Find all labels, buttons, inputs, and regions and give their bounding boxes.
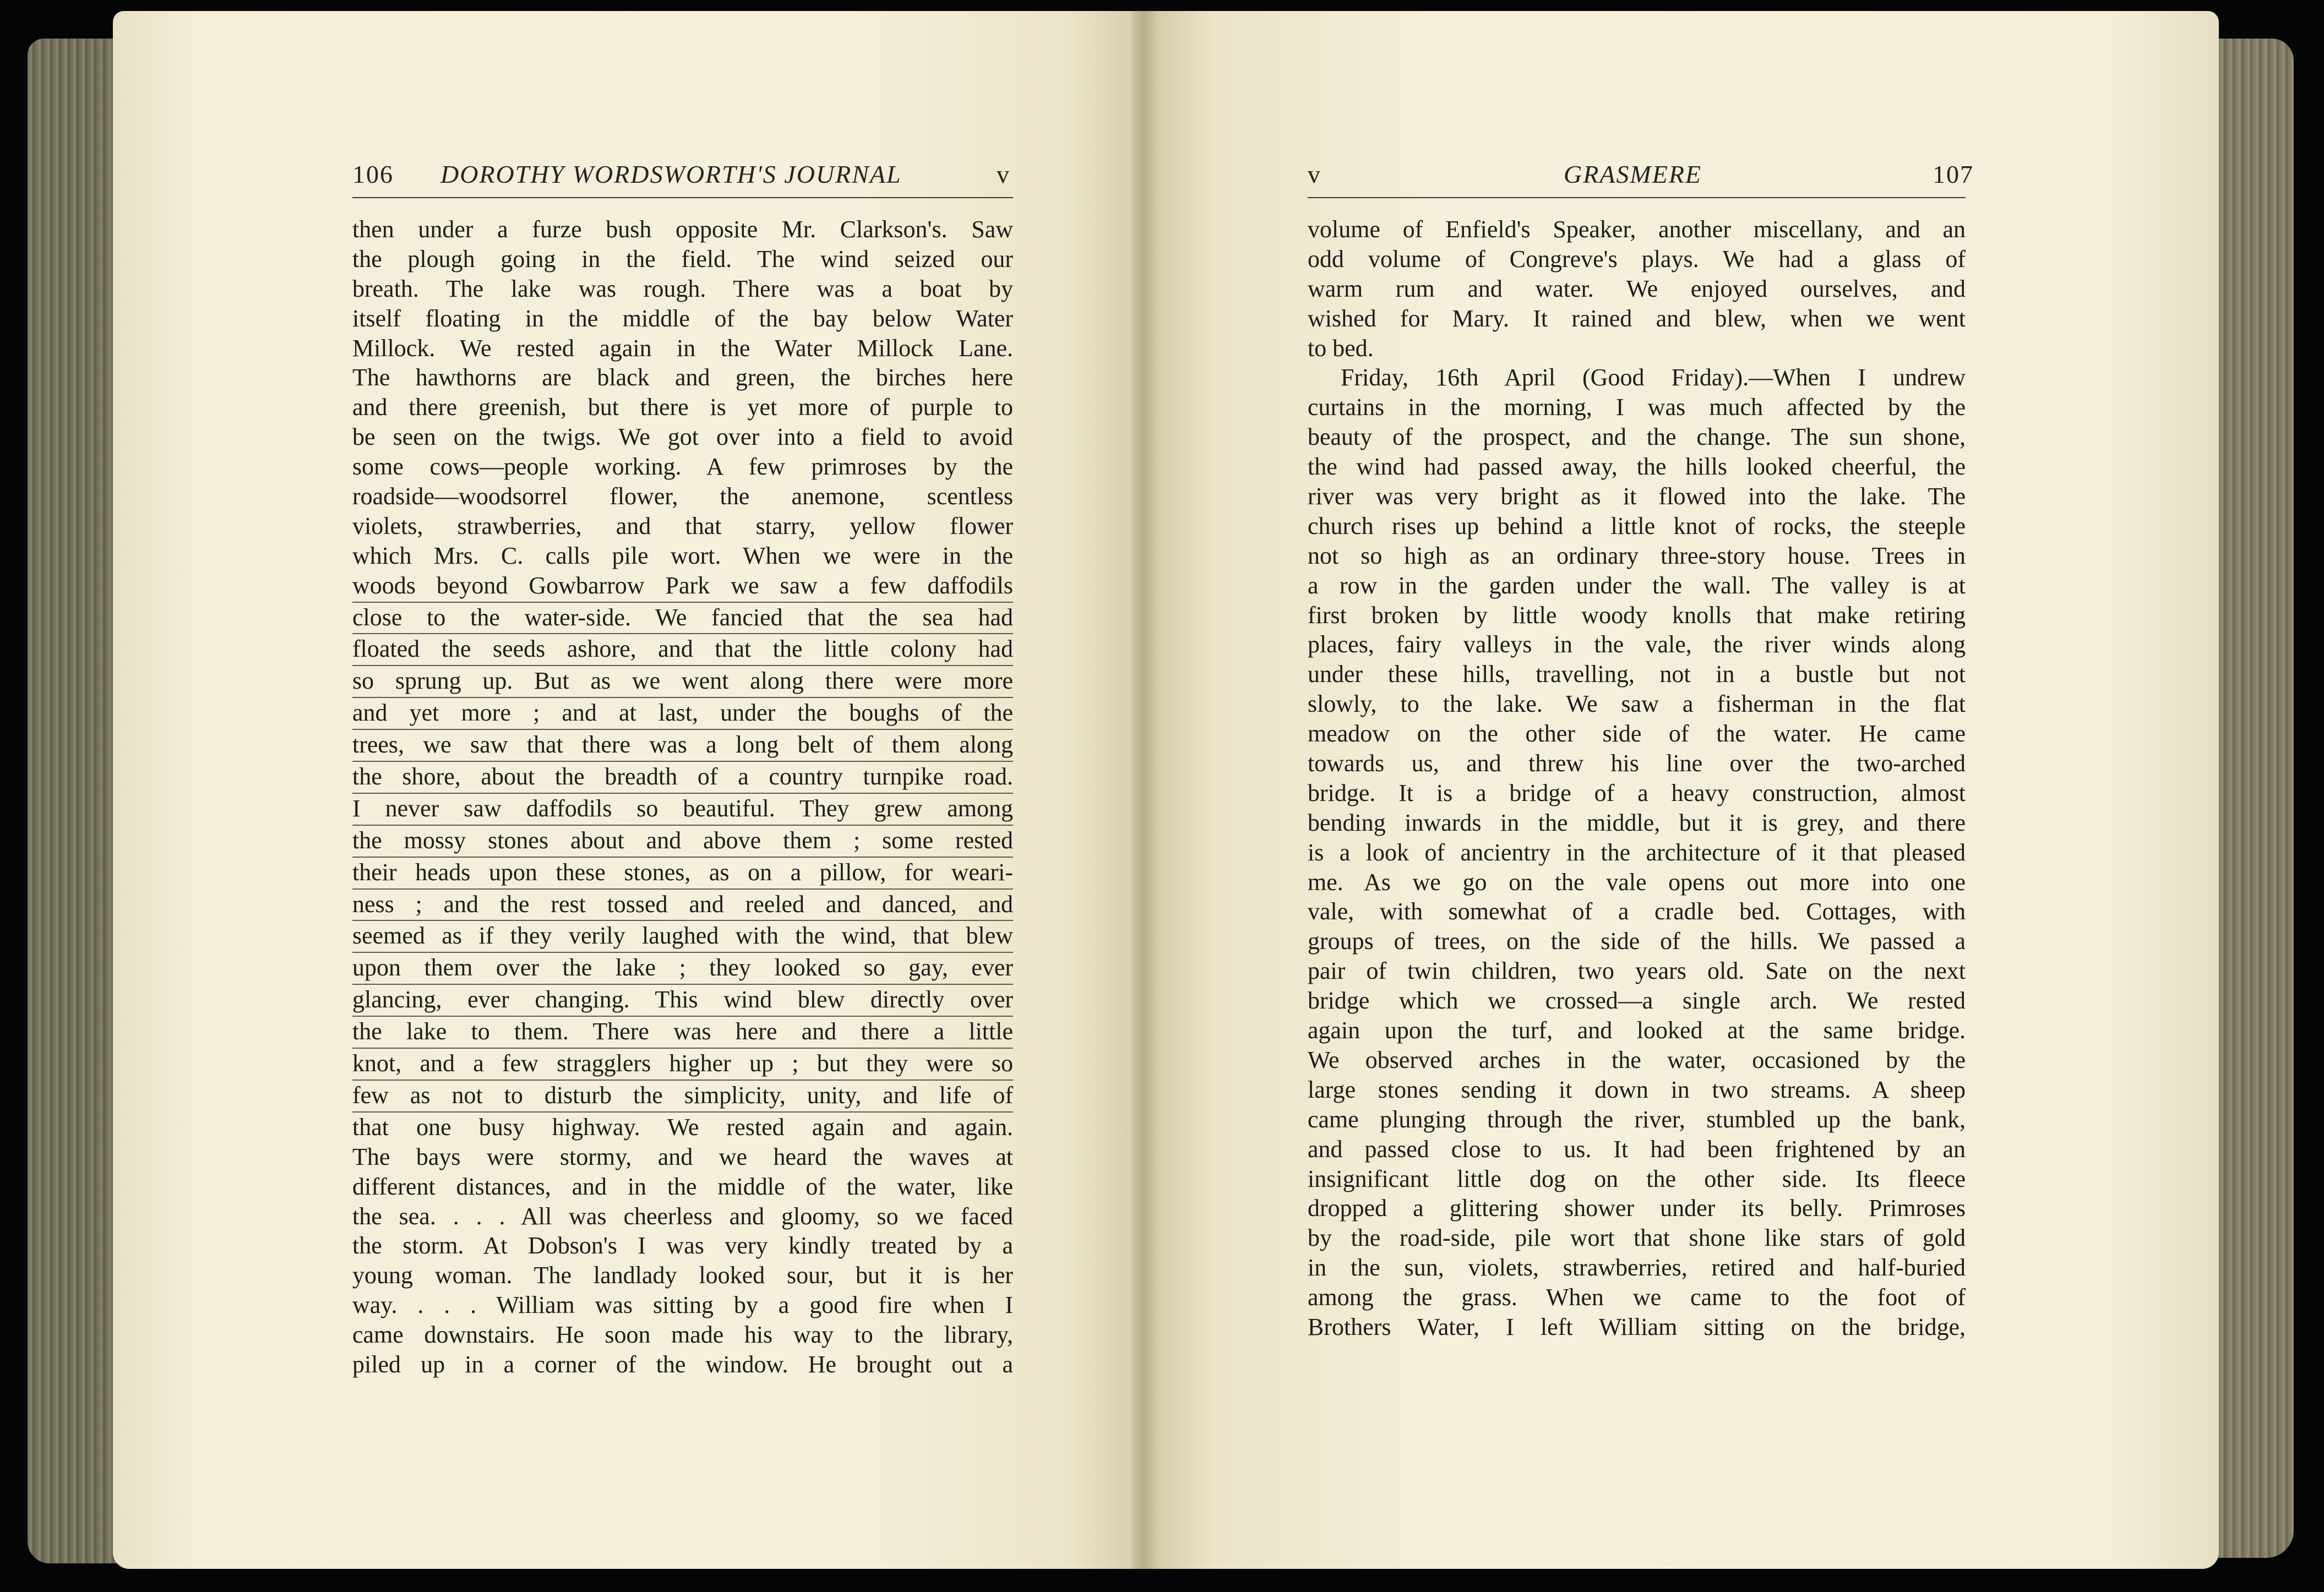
text-line: odd volume of Congreve's plays. We had a glass of <box>1308 245 1966 272</box>
text-line: so sprung up. But as we went along there were more <box>352 666 1013 698</box>
text-line: slowly, to the lake. We saw a fisherman in the flat <box>1308 690 1966 718</box>
text-line: and yet more ; and at last, under the boughs of the <box>352 698 1013 730</box>
text-line: the mossy stones about and above them ; some rested <box>352 826 1013 858</box>
text-line: insignificant little dog on the other side. Its fleece <box>1308 1165 1966 1192</box>
text-line: close to the water-side. We fancied that the sea had <box>352 603 1013 635</box>
text-line: young woman. The landlady looked sour, but it is her <box>352 1262 1013 1289</box>
text-line: volume of Enfield's Speaker, another miscellany, and an <box>1308 216 1966 243</box>
text-line: among the grass. When we came to the foot of <box>1308 1284 1966 1311</box>
text-line: upon them over the lake ; they looked so gay, ever <box>352 953 1013 985</box>
text-line: curtains in the morning, I was much affected by the <box>1308 394 1966 421</box>
left-page-number: 106 <box>352 160 394 188</box>
text-line: then under a furze bush opposite Mr. Clarkson's. Saw <box>352 216 1013 243</box>
text-line: again upon the turf, and looked at the same bridge. <box>1308 1017 1966 1044</box>
right-page-body <box>1308 215 1966 1342</box>
text-line: pair of twin children, two years old. Sate on the next <box>1308 957 1966 985</box>
text-line: the storm. At Dobson's I was very kindly treated by a <box>352 1232 1013 1260</box>
text-line: dropped a glittering shower under its belly. Primroses <box>1308 1195 1966 1222</box>
text-line: came downstairs. He soon made his way to the library, <box>352 1321 1013 1349</box>
text-line: some cows—people working. A few primroses by the <box>352 453 1013 481</box>
text-line: that one busy highway. We rested again and again. <box>352 1113 1013 1141</box>
text-line: We observed arches in the water, occasioned by the <box>1308 1046 1966 1073</box>
text-line: a row in the garden under the wall. The valley is at <box>1308 571 1966 599</box>
left-running-head: DOROTHY WORDSWORTH'S JOURNAL <box>440 160 902 188</box>
text-line: and there greenish, but there is yet more of purple to <box>352 394 1013 421</box>
text-line: Brothers Water, I left William sitting on the bridge, <box>1308 1313 1966 1340</box>
text-line: by the road-side, pile wort that shone like stars of gold <box>1308 1224 1966 1252</box>
text-line: came plunging through the river, stumbled up the bank, <box>1308 1105 1966 1133</box>
text-line: in the sun, violets, strawberries, retired and half-buried <box>1308 1254 1966 1282</box>
text-line: the wind had passed away, the hills looked cheerful, the <box>1308 453 1966 481</box>
text-line: breath. The lake was rough. There was a boat by <box>352 275 1013 302</box>
text-line: their heads upon these stones, as on a pillow, for weari- <box>352 858 1013 890</box>
text-line: large stones sending it down in two streams. A sheep <box>1308 1076 1966 1103</box>
text-line: the lake to them. There was here and there a little <box>352 1017 1013 1049</box>
text-line: way. . . . William was sitting by a good fire when I <box>352 1291 1013 1319</box>
right-page-number: 107 <box>1933 160 1974 188</box>
text-line: places, fairy valleys in the vale, the river winds along <box>1308 631 1966 658</box>
text-line: to bed. <box>1308 334 1374 362</box>
text-line: itself floating in the middle of the bay below Water <box>352 304 1013 332</box>
text-line: the plough going in the field. The wind seized our <box>352 245 1013 272</box>
text-line: is a look of ancientry in the architecture of it that pleased <box>1308 838 1966 866</box>
text-line: which Mrs. C. calls pile wort. When we were in the <box>352 542 1013 569</box>
text-line: warm rum and water. We enjoyed ourselves, and <box>1308 275 1966 302</box>
left-header-rule <box>352 197 1013 198</box>
text-line: towards us, and threw his line over the two-arched <box>1308 750 1966 777</box>
text-line: church rises up behind a little knot of rocks, the steeple <box>1308 512 1966 539</box>
text-line: bending inwards in the middle, but it is grey, and there <box>1308 809 1966 836</box>
text-line: trees, we saw that there was a long belt of them along <box>352 730 1013 762</box>
text-line: roadside—woodsorrel flower, the anemone, scentless <box>352 483 1013 510</box>
text-line: glancing, ever changing. This wind blew directly over <box>352 985 1013 1017</box>
text-line: me. As we go on the vale opens out more into one <box>1308 868 1966 896</box>
text-line: woods beyond Gowbarrow Park we saw a few daffodils <box>352 571 1013 603</box>
text-line: beauty of the prospect, and the change. The sun shone, <box>1308 423 1966 451</box>
left-page-body <box>352 215 1013 1380</box>
text-line: wished for Mary. It rained and blew, when we went <box>1308 304 1966 332</box>
text-line: and passed close to us. It had been frightened by an <box>1308 1135 1966 1163</box>
text-line: be seen on the twigs. We got over into a field to avoid <box>352 423 1013 451</box>
text-line: different distances, and in the middle of the water, like <box>352 1173 1013 1200</box>
text-line: knot, and a few stragglers higher up ; but they were so <box>352 1049 1013 1081</box>
text-line: the shore, about the breadth of a country turnpike road. <box>352 762 1013 794</box>
text-line: I never saw daffodils so beautiful. They grew among <box>352 794 1013 826</box>
text-line: the sea. . . . All was cheerless and gloomy, so we faced <box>352 1202 1013 1230</box>
right-running-head: GRASMERE <box>1564 160 1702 188</box>
text-line: not so high as an ordinary three-story house. Trees in <box>1308 542 1966 569</box>
book-gutter <box>1131 11 1156 1569</box>
right-header-rule <box>1308 197 1966 198</box>
left-section-marker: v <box>997 160 1010 188</box>
text-line: Friday, 16th April (Good Friday).—When I undrew <box>1341 364 1966 391</box>
text-line: floated the seeds ashore, and that the little colony had <box>352 634 1013 666</box>
text-line: under these hills, travelling, not in a bustle but not <box>1308 661 1966 688</box>
text-line: violets, strawberries, and that starry, yellow flower <box>352 512 1013 539</box>
text-line: groups of trees, on the side of the hills. We passed a <box>1308 928 1966 955</box>
text-line: vale, with somewhat of a cradle bed. Cottages, with <box>1308 898 1966 925</box>
text-line: bridge. It is a bridge of a heavy construction, almost <box>1308 779 1966 806</box>
text-line: Millock. We rested again in the Water Millock Lane. <box>352 334 1013 362</box>
text-line: river was very bright as it flowed into the lake. The <box>1308 483 1966 510</box>
right-section-marker: v <box>1308 160 1321 188</box>
text-line: The bays were stormy, and we heard the waves at <box>352 1143 1013 1170</box>
text-line: piled up in a corner of the window. He brought out a <box>352 1350 1013 1378</box>
text-line: seemed as if they verily laughed with the wind, that blew <box>352 921 1013 953</box>
text-line: The hawthorns are black and green, the birches here <box>352 364 1013 391</box>
text-line: few as not to disturb the simplicity, unity, and life of <box>352 1081 1013 1113</box>
text-line: bridge which we crossed—a single arch. We rested <box>1308 987 1966 1015</box>
text-line: first broken by little woody knolls that make retiring <box>1308 601 1966 629</box>
text-line: meadow on the other side of the water. He came <box>1308 720 1966 748</box>
text-line: ness ; and the rest tossed and reeled and danced, and <box>352 890 1013 922</box>
